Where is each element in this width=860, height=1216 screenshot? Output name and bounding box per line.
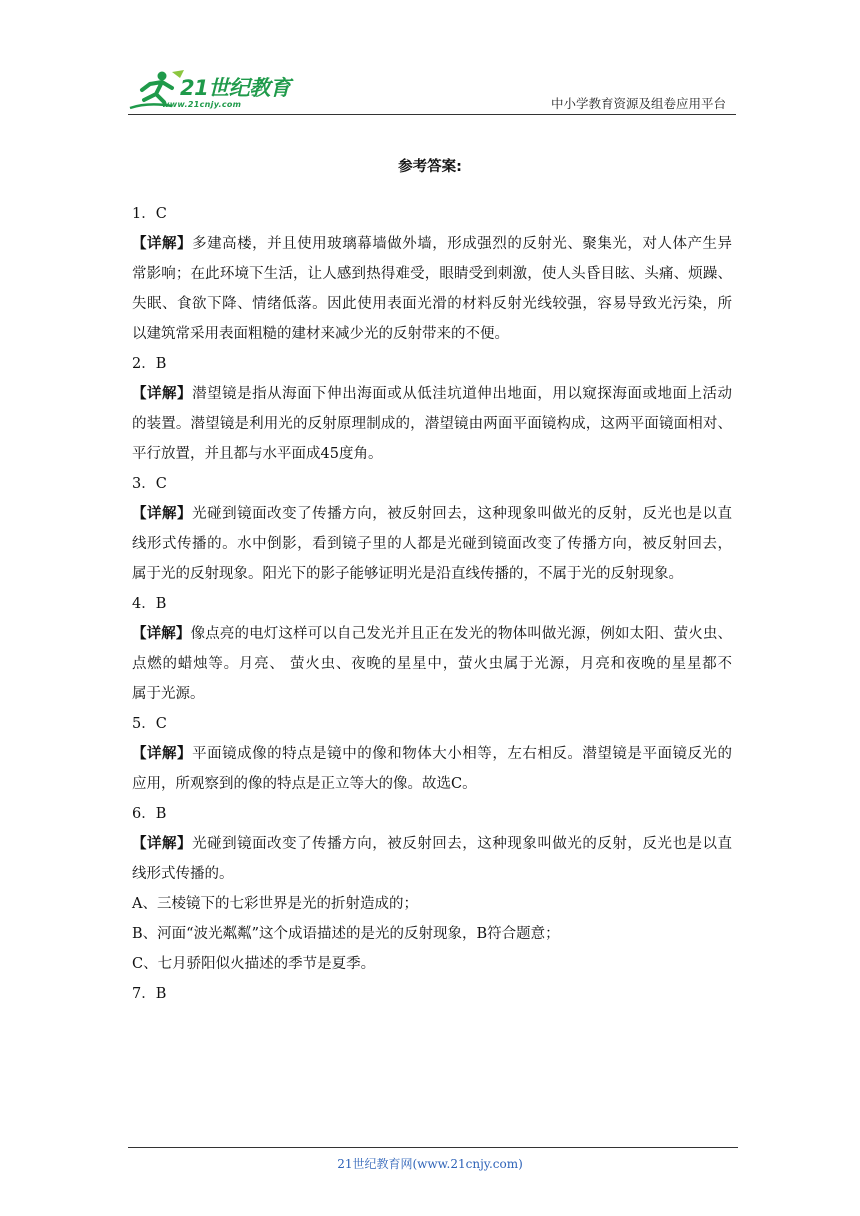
answer-detail-line: 点燃的蜡烛等。月亮、 萤火虫、夜晚的星星中，萤火虫属于光源，月亮和夜晚的星星都不 xyxy=(132,656,732,672)
logo-text: 21世纪教育 xyxy=(180,76,291,100)
answer-option-line: B、河面“波光粼粼”这个成语描述的是光的反射现象，B符合题意； xyxy=(132,926,560,942)
answer-detail-line: 【详解】光碰到镜面改变了传播方向，被反射回去，这种现象叫做光的反射，反光也是以直 xyxy=(132,835,733,852)
answer-detail-line: 【详解】光碰到镜面改变了传播方向，被反射回去，这种现象叫做光的反射，反光也是以直 xyxy=(132,505,733,522)
header-platform-name: 中小学教育资源及组卷应用平台 xyxy=(550,96,726,111)
answer-detail-line: 线形式传播的。水中倒影，看到镜子里的人都是光碰到镜面改变了传播方向，被反射回去， xyxy=(132,536,732,552)
detail-label: 【详解】 xyxy=(132,835,193,852)
answer-number: 3．C xyxy=(132,476,167,492)
answer-number: 2．B xyxy=(132,356,167,372)
answer-detail-line: 线形式传播的。 xyxy=(132,866,234,882)
answer-number: 1．C xyxy=(132,206,167,222)
header-divider xyxy=(128,114,736,115)
detail-label: 【详解】 xyxy=(132,505,193,522)
page-header xyxy=(128,66,736,116)
logo-url: www.21cnjy.com xyxy=(162,100,242,109)
detail-label: 【详解】 xyxy=(132,235,193,252)
detail-label: 【详解】 xyxy=(132,385,193,402)
answer-detail-line: 属于光源。 xyxy=(132,686,205,702)
answer-detail-line: 【详解】多建高楼，并且使用玻璃幕墙做外墙，形成强烈的反射光、聚集光，对人体产生异 xyxy=(132,235,733,252)
answer-detail-line: 的装置。潜望镜是利用光的反射原理制成的，潜望镜由两面平面镜构成，这两平面镜面相对、 xyxy=(132,416,732,432)
answer-number: 5．C xyxy=(132,716,167,732)
answer-detail-line: 以建筑常采用表面粗糙的建材来减少光的反射带来的不便。 xyxy=(132,326,509,342)
detail-label: 【详解】 xyxy=(132,745,193,762)
answers-content xyxy=(132,202,732,1012)
answer-detail-line: 常影响；在此环境下生活，让人感到热得难受，眼睛受到刺激，使人头昏目眩、头痛、烦躁、 xyxy=(132,266,732,282)
answer-detail-line: 【详解】平面镜成像的特点是镜中的像和物体大小相等，左右相反。潜望镜是平面镜反光的 xyxy=(132,745,733,762)
answer-option-line: C、七月骄阳似火描述的季节是夏季。 xyxy=(132,956,376,972)
answer-detail-line: 失眠、食欲下降、情绪低落。因此使用表面光滑的材料反射光线较强，容易导致光污染，所 xyxy=(132,296,732,312)
answer-detail-line: 【详解】像点亮的电灯这样可以自己发光并且正在发光的物体叫做光源，例如太阳、萤火虫、 xyxy=(132,625,733,642)
answer-detail-line: 平行放置，并且都与水平面成45度角。 xyxy=(132,446,383,462)
answer-number: 7．B xyxy=(132,986,167,1002)
logo xyxy=(128,66,298,116)
answer-detail-line: 【详解】潜望镜是指从海面下伸出海面或从低洼坑道伸出地面，用以窥探海面或地面上活动 xyxy=(132,385,733,402)
detail-label: 【详解】 xyxy=(132,625,191,642)
answer-number: 6．B xyxy=(132,806,167,822)
answer-option-line: A、三棱镜下的七彩世界是光的折射造成的； xyxy=(132,896,418,912)
footer-divider xyxy=(128,1147,738,1148)
answer-detail-line: 应用，所观察到的像的特点是正立等大的像。故选C。 xyxy=(132,776,477,792)
footer-link[interactable]: 21世纪教育网(www.21cnjy.com) xyxy=(337,1157,523,1171)
answer-number: 4．B xyxy=(132,596,167,612)
page-title: 参考答案: xyxy=(398,159,462,175)
answer-detail-line: 属于光的反射现象。阳光下的影子能够证明光是沿直线传播的，不属于光的反射现象。 xyxy=(132,566,683,582)
